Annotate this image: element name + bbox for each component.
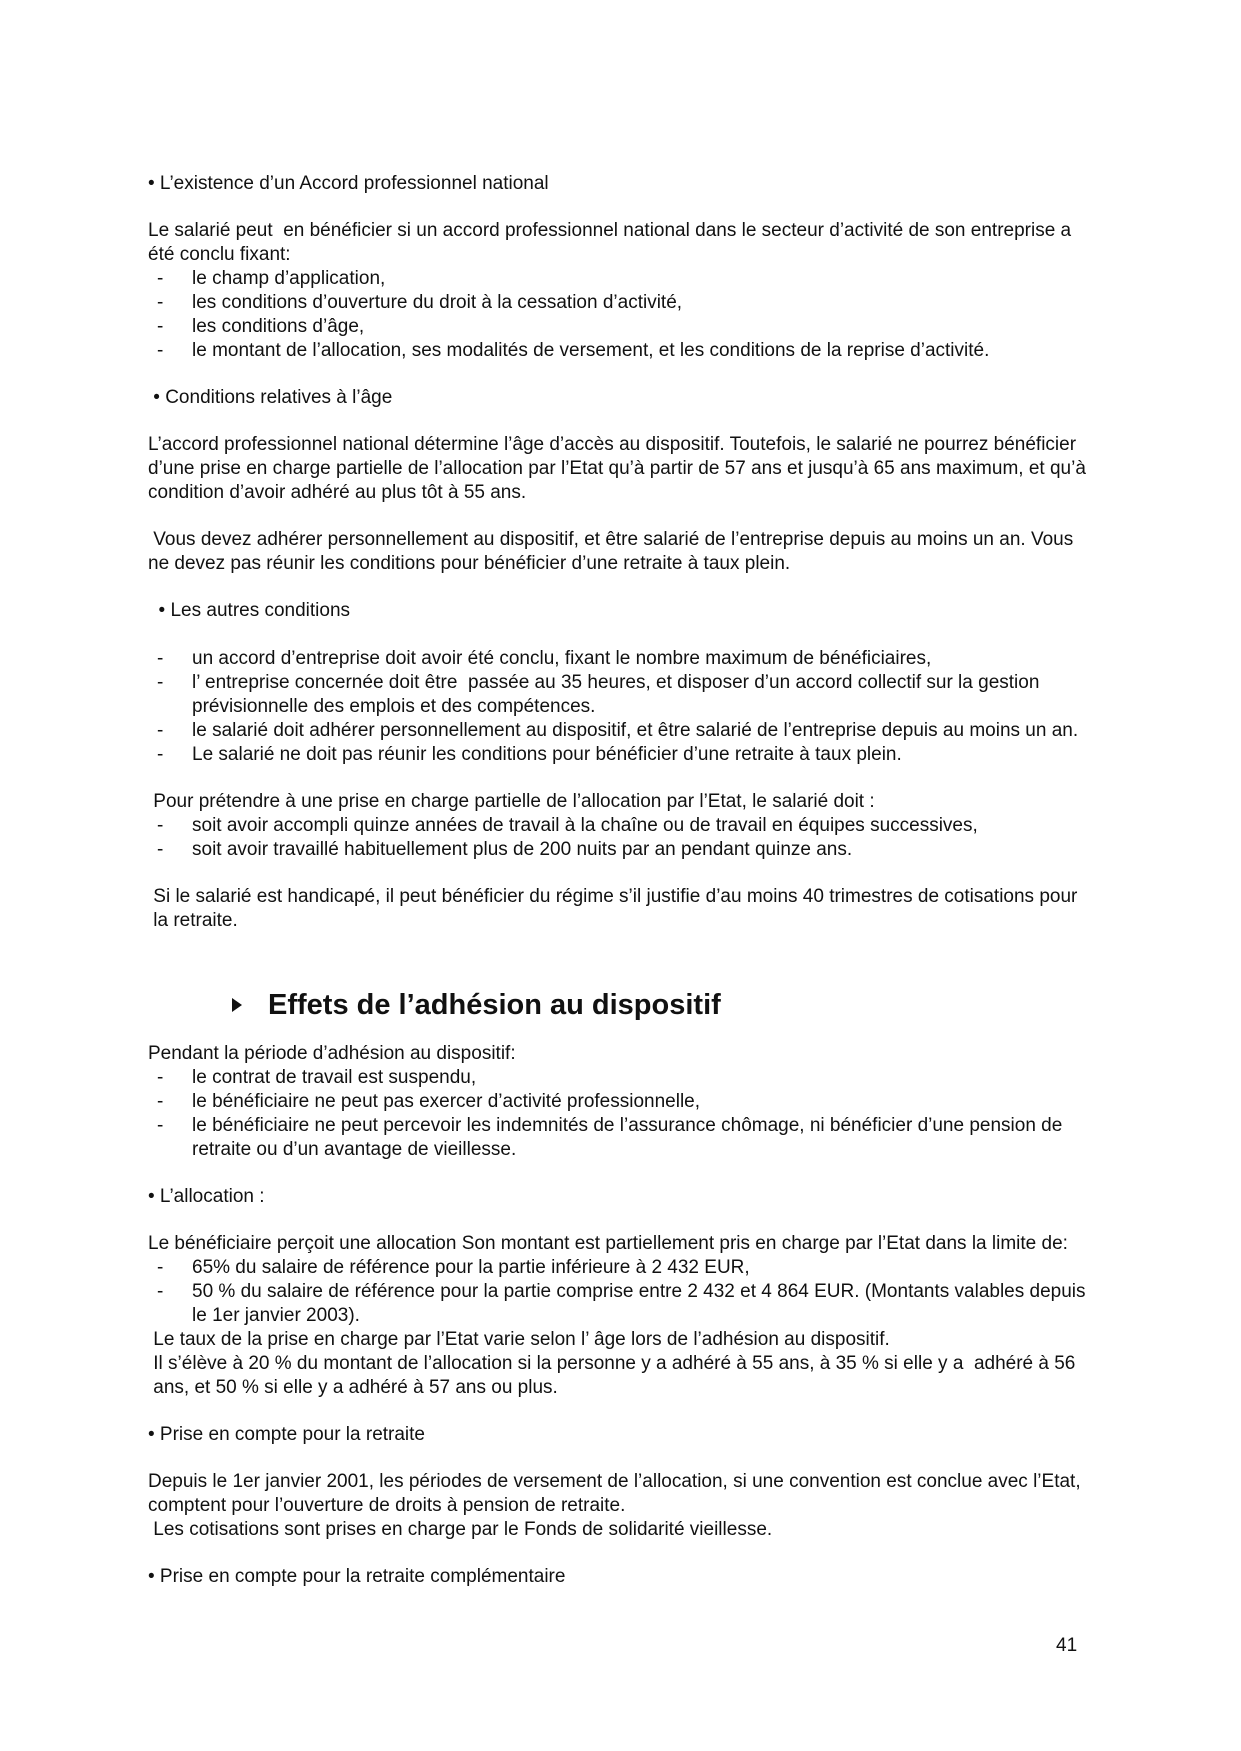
list-item-continuation: le 1er janvier 2003). [192, 1305, 360, 1326]
list-dash: - [157, 720, 164, 741]
paragraph-line: d’une prise en charge partielle de l’allocation par l’Etat qu’à partir de 57 ans et jusqu’à 65 ans maximum, et qu’à [148, 458, 1086, 479]
paragraph-line: Le taux de la prise en charge par l’Etat varie selon l’ âge lors de l’adhésion au dispositif. [148, 1329, 890, 1350]
paragraph-line: Le bénéficiaire perçoit une allocation Son montant est partiellement pris en charge par l’Etat dans la limite de: [148, 1233, 1068, 1254]
list-item: 50 % du salaire de référence pour la partie comprise entre 2 432 et 4 864 EUR. (Montants valables depuis [192, 1281, 1086, 1302]
list-dash: - [157, 268, 164, 289]
list-item-continuation: retraite ou d’un avantage de vieillesse. [192, 1139, 517, 1160]
list-item: les conditions d’ouverture du droit à la cessation d’activité, [192, 292, 683, 313]
list-dash: - [157, 672, 164, 693]
list-item: le salarié doit adhérer personnellement au dispositif, et être salarié de l’entreprise depuis au moins un an. [192, 720, 1079, 741]
list-item: les conditions d’âge, [192, 316, 365, 337]
list-item: le champ d’application, [192, 268, 386, 289]
subheading-retraite-complementaire: • Prise en compte pour la retraite complémentaire [148, 1566, 566, 1587]
list-dash: - [157, 839, 164, 860]
paragraph-line: Si le salarié est handicapé, il peut bénéficier du régime s’il justifie d’au moins 40 trimestres de cotisations pour [148, 886, 1078, 907]
paragraph-line: été conclu fixant: [148, 244, 291, 265]
subheading-retraite: • Prise en compte pour la retraite [148, 1424, 426, 1445]
list-item: le contrat de travail est suspendu, [192, 1067, 477, 1088]
paragraph-line: la retraite. [148, 910, 238, 931]
list-item: un accord d’entreprise doit avoir été conclu, fixant le nombre maximum de bénéficiaires, [192, 648, 932, 669]
list-dash: - [157, 1091, 164, 1112]
subheading-allocation: • L’allocation : [148, 1186, 265, 1207]
paragraph-line: Les cotisations sont prises en charge par le Fonds de solidarité vieillesse. [148, 1519, 773, 1540]
paragraph-line: Pendant la période d’adhésion au dispositif: [148, 1043, 516, 1064]
list-item: soit avoir travaillé habituellement plus de 200 nuits par an pendant quinze ans. [192, 839, 853, 860]
section-title: Effets de l’adhésion au dispositif [268, 989, 721, 1021]
list-item: le bénéficiaire ne peut percevoir les indemnités de l’assurance chômage, ni bénéficier d’une pension de [192, 1115, 1063, 1136]
list-item: l’ entreprise concernée doit être passée au 35 heures, et disposer d’un accord collectif sur la gestion [192, 672, 1040, 693]
list-dash: - [157, 1257, 164, 1278]
list-item: le bénéficiaire ne peut pas exercer d’activité professionnelle, [192, 1091, 701, 1112]
list-dash: - [157, 744, 164, 765]
list-item-continuation: prévisionnelle des emplois et des compétences. [192, 696, 596, 717]
list-item: le montant de l’allocation, ses modalités de versement, et les conditions de la reprise d’activité. [192, 340, 990, 361]
paragraph-line: L’accord professionnel national détermine l’âge d’accès au dispositif. Toutefois, le salarié ne pourrez bénéficier [148, 434, 1077, 455]
list-item: soit avoir accompli quinze années de travail à la chaîne ou de travail en équipes successives, [192, 815, 978, 836]
paragraph-line: ne devez pas réunir les conditions pour bénéficier d’une retraite à taux plein. [148, 553, 791, 574]
subheading-autres-conditions: • Les autres conditions [148, 600, 351, 621]
paragraph-line: Vous devez adhérer personnellement au dispositif, et être salarié de l’entreprise depuis au moins un an. Vous [148, 529, 1074, 550]
paragraph-line: Pour prétendre à une prise en charge partielle de l’allocation par l’Etat, le salarié doit : [148, 791, 875, 812]
subheading-accord: • L’existence d’un Accord professionnel national [148, 173, 549, 194]
paragraph-line: condition d’avoir adhéré au plus tôt à 55 ans. [148, 482, 527, 503]
paragraph-line: Le salarié peut en bénéficier si un accord professionnel national dans le secteur d’activité de son entreprise a [148, 220, 1072, 241]
list-item: 65% du salaire de référence pour la partie inférieure à 2 432 EUR, [192, 1257, 750, 1278]
list-dash: - [157, 1067, 164, 1088]
list-dash: - [157, 648, 164, 669]
paragraph-line: Depuis le 1er janvier 2001, les périodes de versement de l’allocation, si une convention est conclue avec l’Etat, [148, 1471, 1081, 1492]
list-dash: - [157, 340, 164, 361]
page-number: 41 [1056, 1635, 1078, 1656]
paragraph-line: comptent pour l’ouverture de droits à pension de retraite. [148, 1495, 626, 1516]
list-dash: - [157, 316, 164, 337]
paragraph-line: ans, et 50 % si elle y a adhéré à 57 ans ou plus. [148, 1377, 558, 1398]
arrow-bullet-icon [232, 998, 242, 1012]
list-dash: - [157, 292, 164, 313]
list-dash: - [157, 815, 164, 836]
list-dash: - [157, 1281, 164, 1302]
paragraph-line: Il s’élève à 20 % du montant de l’allocation si la personne y a adhéré à 55 ans, à 35 % si elle y a adhéré à 56 [148, 1353, 1076, 1374]
list-dash: - [157, 1115, 164, 1136]
subheading-conditions-age: • Conditions relatives à l’âge [148, 387, 393, 408]
list-item: Le salarié ne doit pas réunir les conditions pour bénéficier d’une retraite à taux plein. [192, 744, 902, 765]
